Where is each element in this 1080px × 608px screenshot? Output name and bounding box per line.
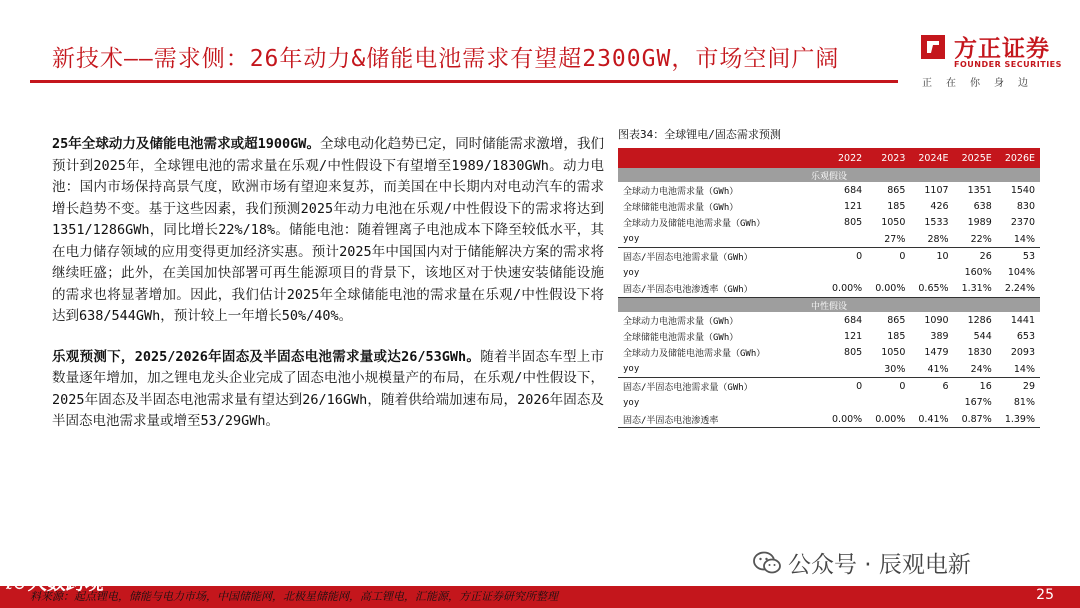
table-cell <box>824 361 867 378</box>
watermark-left-text: 大数跨境 <box>27 572 104 594</box>
section-label: 中性假设 <box>618 298 1040 313</box>
table-cell: 1107 <box>924 184 949 196</box>
paragraph-solid-state-text: 随着半固态车型上市数量逐年增加，加之锂电龙头企业完成了固态电池小规模量产的布局，在乐观/中性假设下，2025年固态及半固态电池需求量有望达到26/16GWh，随着供给端加速布局，2026年固态及半固态电池需求量或增至53/29GWh。 <box>52 348 605 429</box>
table-cell: 10 <box>936 250 949 262</box>
table-cell: 1830 <box>967 347 992 359</box>
table-cell: 16 <box>979 380 992 392</box>
paragraph-solid-state-lead: 乐观预测下，2025/2026年固态及半固态电池需求量或达26/53GWh。 <box>52 348 481 365</box>
table-cell: 0.00% <box>824 411 867 428</box>
table-cell: 0.00% <box>867 281 910 298</box>
table-row <box>618 361 1040 378</box>
page-number: 25 <box>1036 587 1054 603</box>
watermark-logo-icon: ℓ⊙ <box>6 575 26 593</box>
table-cell: 1.39% <box>997 411 1040 428</box>
table-cell: 26 <box>979 250 992 262</box>
table-cell: 830 <box>1016 200 1035 212</box>
table-cell: 1090 <box>924 314 949 326</box>
table-section-row <box>618 298 1040 313</box>
table-cell: 28% <box>910 231 953 248</box>
table-cell: 185 <box>887 200 906 212</box>
table-cell: 27% <box>867 231 910 248</box>
table-cell: 0.41% <box>910 411 953 428</box>
column-header: 2022 <box>824 148 867 168</box>
column-header: 2026E <box>997 148 1040 168</box>
table-cell <box>910 264 953 280</box>
body-text <box>52 134 604 452</box>
table-cell: 185 <box>887 331 906 343</box>
table-section-row <box>618 168 1040 182</box>
table-row <box>618 182 1040 198</box>
row-label: 全球储能电池需求量（GWh） <box>623 202 739 213</box>
table-row <box>618 264 1040 280</box>
founder-logo-icon <box>918 32 948 62</box>
table-cell <box>824 395 867 411</box>
table-cell: 0.65% <box>910 281 953 298</box>
table-row <box>618 248 1040 265</box>
column-header: 2024E <box>910 148 953 168</box>
forecast-table <box>618 148 1040 428</box>
table-cell: 1351 <box>967 184 992 196</box>
table-cell: 0 <box>899 380 906 392</box>
table-row <box>618 231 1040 248</box>
table-cell: 0.00% <box>867 411 910 428</box>
table-cell: 121 <box>844 200 863 212</box>
table-cell: 1441 <box>1010 314 1035 326</box>
table-cell: 14% <box>997 361 1040 378</box>
table-cell: 426 <box>930 200 949 212</box>
row-label: 固态/半固态电池需求量（GWh） <box>623 382 753 393</box>
table-cell: 41% <box>910 361 953 378</box>
table-cell: 684 <box>844 184 863 196</box>
table-cell: 1050 <box>881 347 906 359</box>
row-label: 全球动力及储能电池需求量（GWh） <box>623 219 766 230</box>
brand-slogan: 正在你身边 <box>922 78 1042 89</box>
table-cell: 1479 <box>924 347 949 359</box>
table-cell: 0 <box>856 250 863 262</box>
table-cell: 0 <box>856 380 863 392</box>
wechat-icon <box>752 550 782 576</box>
row-label: yoy <box>623 397 640 408</box>
column-header <box>618 148 824 168</box>
row-label: 固态/半固态电池需求量（GWh） <box>623 252 753 263</box>
table-row <box>618 198 1040 214</box>
table-cell: 389 <box>930 331 949 343</box>
table-cell: 160% <box>964 267 992 279</box>
source-note: 料来源：起点锂电，储能与电力市场，中国储能网，北极星储能网，高工锂电，汇能源，方正证券研究所整理 <box>30 590 558 603</box>
table-row <box>618 312 1040 328</box>
table-cell: 30% <box>867 361 910 378</box>
table-cell: 0.87% <box>954 411 997 428</box>
table-cell: 684 <box>844 314 863 326</box>
table-row <box>618 411 1040 428</box>
row-label: yoy <box>623 267 640 278</box>
table-cell <box>910 395 953 411</box>
table-cell <box>824 264 867 280</box>
paragraph-solid-state <box>52 347 604 433</box>
table-cell: 805 <box>844 217 863 229</box>
table-row <box>618 215 1040 231</box>
table-row <box>618 395 1040 411</box>
table-cell: 121 <box>844 331 863 343</box>
table-cell: 167% <box>964 397 992 409</box>
row-label: 全球储能电池需求量（GWh） <box>623 333 739 344</box>
table-cell: 24% <box>954 361 997 378</box>
table-cell: 104% <box>1007 267 1035 279</box>
table-header-row <box>618 148 1040 168</box>
table-cell: 14% <box>997 231 1040 248</box>
table-row <box>618 281 1040 298</box>
page-title: 新技术——需求侧：26年动力&储能电池需求有望超2300GW，市场空间广阔 <box>52 46 840 72</box>
table-cell: 1.31% <box>954 281 997 298</box>
table-cell: 1540 <box>1010 184 1035 196</box>
table-row <box>618 328 1040 344</box>
row-label: yoy <box>618 361 824 378</box>
brand-name-en: FOUNDER SECURITIES <box>954 60 1062 69</box>
table-cell: 638 <box>973 200 992 212</box>
table-cell: 22% <box>954 231 997 248</box>
table-cell: 0 <box>899 250 906 262</box>
table-cell: 1286 <box>967 314 992 326</box>
table-cell: 81% <box>1013 397 1035 409</box>
table-cell: 2370 <box>1010 217 1035 229</box>
column-header: 2023 <box>867 148 910 168</box>
table-row <box>618 345 1040 361</box>
paragraph-demand-text: 全球电动化趋势已定，同时储能需求激增，我们预计到2025年，全球锂电池的需求量在乐观/中性假设下有望增至1989/1830GWh。动力电池：国内市场保持高景气度，欧洲市场有望迎来复苏，而美国在中长期内对电动汽车的需求增长趋势不变。基于这些因素，我们预测2025年动力电池在乐观/中性假设下的需求将达到1351/1286GWh，同比增长22%/18%。储能电池：随着锂离子电池成本下降至较低水平，其在电力储存领域的应用变得更加经济实惠。预计2025年中国国内对于储能解决方案的需求将继续旺盛；此外，在美国加快部署可再生能源项目的背景下，该地区对于快速安装储能设施的需求也将显著增加。因此，我们估计2025年全球储能电池的需求量在乐观/中性假设下将达到638/544GWh，预计较上一年增长50%/40%。 <box>52 136 604 324</box>
table-cell: 2.24% <box>997 281 1040 298</box>
watermark-right <box>752 546 971 579</box>
table-cell: 544 <box>973 331 992 343</box>
table-cell: 1989 <box>967 217 992 229</box>
row-label: 全球动力及储能电池需求量（GWh） <box>623 349 766 360</box>
row-label: 全球动力电池需求量（GWh） <box>623 316 739 327</box>
row-label: 固态/半固态电池渗透率（GWh） <box>618 281 824 298</box>
section-label: 乐观假设 <box>618 168 1040 182</box>
paragraph-demand <box>52 134 604 328</box>
table-cell: 29 <box>1022 380 1035 392</box>
table-cell <box>867 395 910 411</box>
table-cell: 53 <box>1022 250 1035 262</box>
paragraph-demand-lead: 25年全球动力及储能电池需求或超1900GW。 <box>52 136 320 152</box>
title-divider <box>30 80 898 83</box>
table-caption: 图表34：全球锂电/固态需求预测 <box>618 128 781 141</box>
table-cell: 1533 <box>924 217 949 229</box>
table-cell <box>867 264 910 280</box>
row-label: 固态/半固态电池渗透率 <box>618 411 824 428</box>
column-header: 2025E <box>954 148 997 168</box>
table-cell: 6 <box>942 380 949 392</box>
table-cell: 865 <box>887 184 906 196</box>
table-cell <box>824 231 867 248</box>
brand-logo <box>918 30 1062 90</box>
table-cell: 1050 <box>881 217 906 229</box>
table-row <box>618 378 1040 395</box>
table-cell: 2093 <box>1010 347 1035 359</box>
watermark-left <box>6 568 104 595</box>
brand-name-cn: 方正证券 <box>954 36 1050 62</box>
watermark-right-text: 公众号 · 辰观电新 <box>788 552 971 578</box>
table-cell: 865 <box>887 314 906 326</box>
table-cell: 0.00% <box>824 281 867 298</box>
table-cell: 653 <box>1016 331 1035 343</box>
table-cell: 805 <box>844 347 863 359</box>
row-label: yoy <box>618 231 824 248</box>
row-label: 全球动力电池需求量（GWh） <box>623 186 739 197</box>
